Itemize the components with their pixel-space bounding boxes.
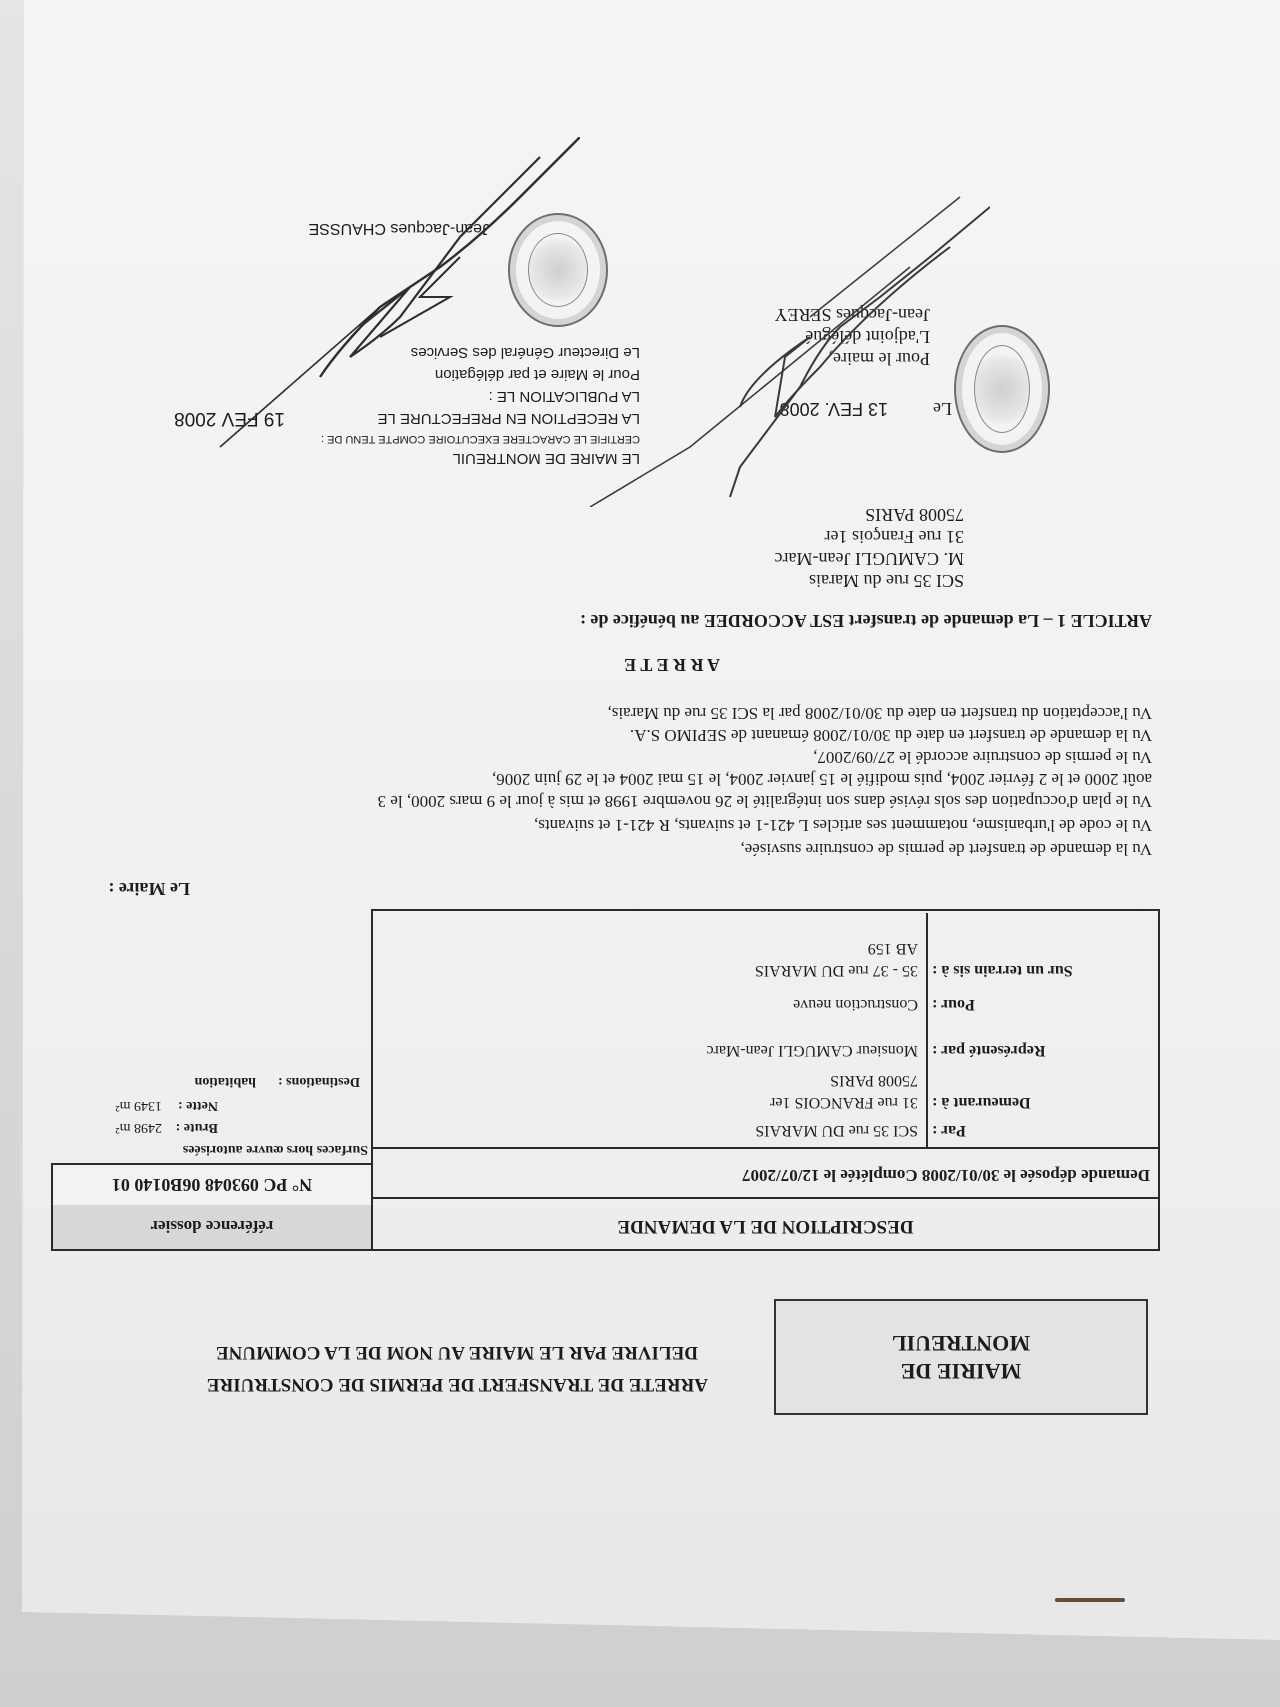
mairie-line2: MONTREUIL <box>891 1331 1031 1356</box>
represente-label: Représenté par : <box>932 1042 1046 1059</box>
directeur-name: Jean-Jacques CHAUSSE <box>308 220 490 237</box>
vu-line: Vu l'acceptation du transfert en date du 30/01/2008 par la SCI 35 rue du Marais, <box>607 704 1152 723</box>
document-subtitle: DELIVRE PAR LE MAIRE AU NOM DE LA COMMUNE <box>215 1342 698 1363</box>
binder-mark <box>1055 1598 1125 1602</box>
destinations-label: Destinations : <box>277 1074 360 1089</box>
terrain-line1: 35 - 37 rue DU MARAIS <box>754 962 918 979</box>
demande-table <box>371 909 1160 1251</box>
reference-number: N° PC 093048 06B0140 01 <box>111 1175 313 1195</box>
document-title: ARRETE DE TRANSFERT DE PERMIS DE CONSTRUIRE <box>206 1374 708 1395</box>
signature-le: Le <box>933 399 952 419</box>
pour-label: Pour : <box>932 996 975 1013</box>
certif-line1: LE MAIRE DE MONTREUIL <box>452 450 640 467</box>
par-label: Par : <box>932 1122 966 1139</box>
article-1: ARTICLE 1 – La demande de transfert EST ACCORDEE au bénéfice de : <box>579 611 1152 631</box>
brute-label: Brute : <box>175 1120 218 1135</box>
beneficiaire-line: 75008 PARIS <box>865 505 964 525</box>
pour-value: Construction neuve <box>793 996 918 1013</box>
prefecture-date-stamp: 19 FEV 2008 <box>174 408 285 429</box>
le-maire-heading: Le Maire : <box>108 879 190 899</box>
beneficiaire-line: SCI 35 rue du Marais <box>809 571 964 591</box>
demande-deposee: Demande déposée le 30/01/2008 Complétée le 12/07/2007 <box>742 1166 1150 1185</box>
reference-label-box <box>51 1201 373 1251</box>
arrete-heading: A R R E T E <box>624 655 720 675</box>
adjoint-name: Jean-Jacques SEREY <box>774 305 930 325</box>
vu-line: août 2000 et le 2 février 2004, puis modifié le 15 janvier 2004, le 15 mai 2004 et le 29 juin 2006, <box>491 770 1152 789</box>
adjoint-delegue: L'adjoint délégué <box>805 327 930 347</box>
surfaces-title: Surfaces hors œuvre autorisées <box>182 1142 368 1157</box>
demeurant-line2: 75008 PARIS <box>830 1072 918 1089</box>
vu-line: Vu la demande de transfert de permis de construire susvisée, <box>740 840 1152 859</box>
table-divider <box>373 1147 1158 1149</box>
par-value: SCI 35 rue DU MARAIS <box>755 1122 918 1139</box>
beneficiaire-line: 31 rue François 1er <box>824 527 964 547</box>
vu-line: Vu le plan d'occupation des sols révisé dans son intégralité le 26 novembre 1998 et mis à jour le 9 mars 2000, le 3 <box>377 792 1152 811</box>
certif-line3: LA RECEPTION EN PREFECTURE LE <box>377 410 640 427</box>
reference-label: référence dossier <box>150 1217 274 1236</box>
signature-right-scribble <box>180 137 580 457</box>
beneficiaire-line: M. CAMUGLI Jean-Marc <box>774 549 964 569</box>
brute-value: 2498 m² <box>115 1120 162 1135</box>
vu-line: Vu le code de l'urbanisme, notamment ses articles L 421-1 et suivants, R 421-1 et suivants, <box>533 816 1152 835</box>
description-title: DESCRIPTION DE LA DEMANDE <box>617 1216 914 1237</box>
destinations-value: habitation <box>194 1074 256 1089</box>
demeurant-line1: 31 rue FRANCOIS 1er <box>770 1094 918 1111</box>
nette-label: Nette : <box>177 1098 218 1113</box>
reference-number-box <box>51 1163 373 1205</box>
delegation-line: Pour le Maire et par délégation <box>434 366 640 383</box>
certif-line2: CERTIFIE LE CARACTERE EXECUTOIRE COMPTE TENU DE : <box>320 433 640 445</box>
signature-date-stamp: 13 FEV. 2008 <box>779 399 888 419</box>
table-divider <box>373 1197 1158 1199</box>
vu-line: Vu le permis de construire accordé le 27/09/2007, <box>813 748 1152 767</box>
mairie-line1: MAIRIE DE <box>900 1359 1022 1384</box>
vu-line: Vu la demande de transfert en date du 30/01/2008 émanant de SEPIMO S.A. <box>629 726 1152 745</box>
mairie-box <box>774 1299 1148 1415</box>
nette-value: 1349 m² <box>115 1098 162 1113</box>
certif-line4: LA PUBLICATION LE : <box>488 388 640 405</box>
column-divider <box>926 913 928 1149</box>
terrain-label: Sur un terrain sis à : <box>932 962 1073 979</box>
represente-value: Monsieur CAMUGLI Jean-Marc <box>706 1042 918 1059</box>
pour-le-maire: Pour le maire, <box>828 349 930 369</box>
directeur-line: Le Directeur Général des Services <box>410 344 640 361</box>
terrain-line2: AB 159 <box>867 940 918 957</box>
demeurant-label: Demeurant à : <box>932 1094 1031 1111</box>
